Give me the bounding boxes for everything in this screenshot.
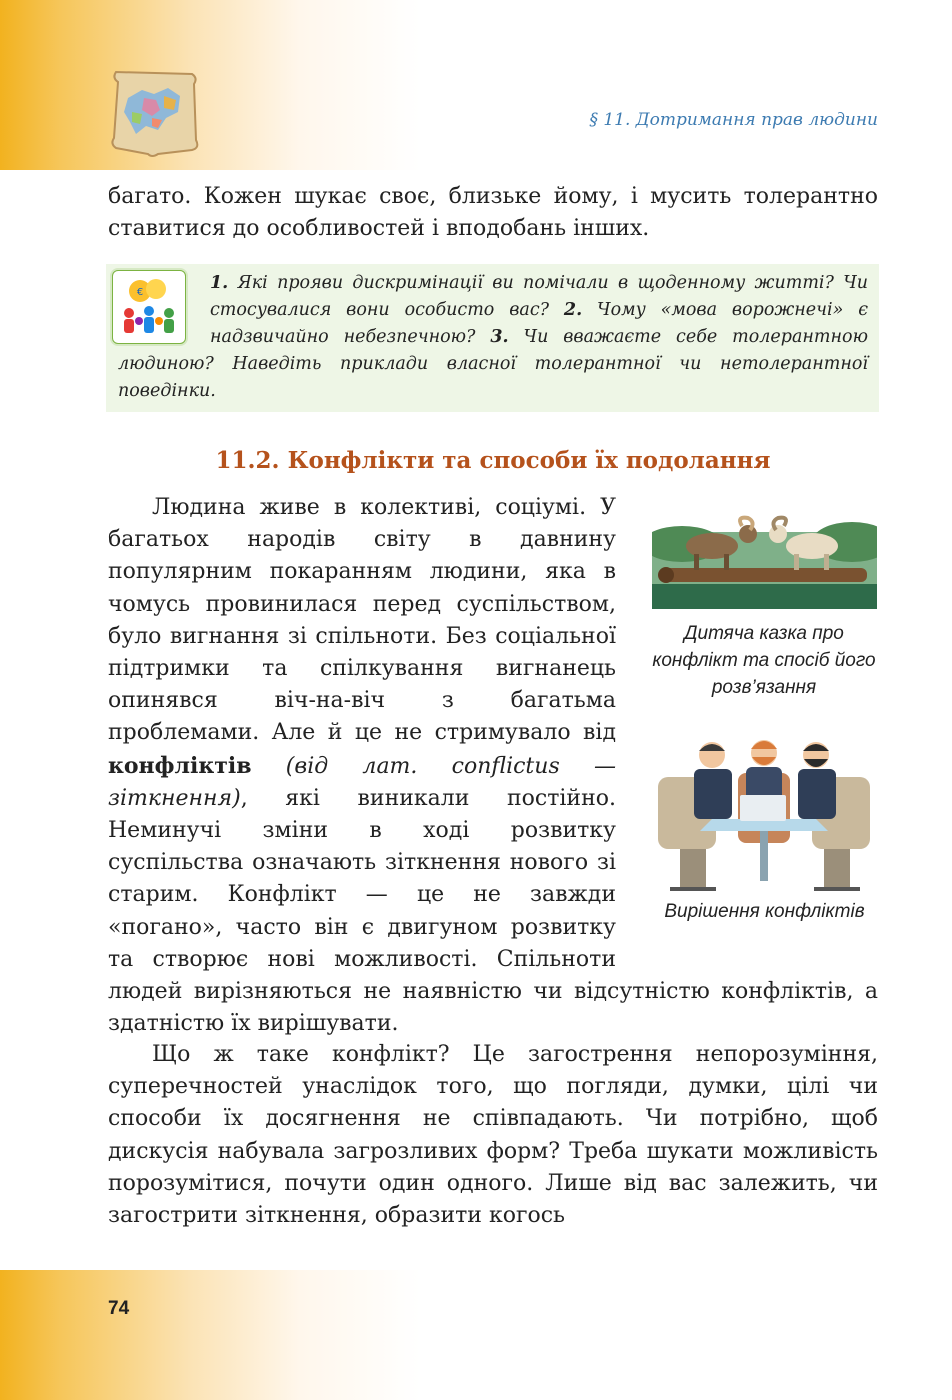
questions-text (118, 270, 868, 405)
goats-on-bridge-image (652, 504, 877, 609)
question-number: 2. (563, 300, 583, 320)
section-header-title: § 11. Дотримання прав людини (589, 110, 878, 130)
question-number: 3. (490, 327, 509, 347)
footer-gradient (0, 1270, 952, 1400)
europe-map-logo (108, 68, 200, 158)
intro-paragraph: багато. Кожен шукає своє, близьке йому, і мусить толерантно ставитися до особливостей і вподобань інших. (108, 184, 878, 242)
figure-1-caption: Дитяча казка про конфлікт та спосіб його розв’язання (652, 623, 876, 698)
p1-text-b: , які виникали постійно. Неминучі зміни в ході розвитку суспільства означають зіткнення нового зі старим. Конфлікт — це не завжди «погано», часто він є двигуном розвитку та створює нові можливості. Спільноти людей вирізняються не наявністю чи відсутністю конфліктів, а здатністю їх вирішувати. (108, 785, 878, 1037)
question-2: Чому «мова ворожнечі» є надзвичайно небезпечною? (210, 300, 868, 347)
conflict-resolution-image (652, 735, 877, 900)
question-number: 1. (210, 273, 229, 293)
body-paragraph-2: Що ж таке конфлікт? Це загострення непорозуміння, суперечностей унаслідок того, що погляди, думки, цілі чи способи їх досягнення не співпадають. Чи потрібно, щоб дискусія набувала загрозливих форм? Треба шукати можливість порозумітися, почути один одного. Лише від вас залежить, чи загострити зіткнення, образити когось (108, 1042, 878, 1229)
page-number: 74 (108, 1298, 130, 1319)
question-1: Які прояви дискримінації ви помічали в щоденному житті? Чи стосувалися вони особисто вас? (210, 273, 868, 320)
p1-text-a: Людина живе в колективі, соціумі. У багатьох народів світу в давнину популярним покаранням людини, яка в чомусь провинилася перед суспільством, було вигнання зі спільноти. Без соціальної підтримки та спілкування вигнанець опинявся віч-на-віч з багатьма проблемами. Але й це не стримувало від (108, 495, 616, 746)
term-conflicts: конфліктів (108, 752, 252, 779)
figure-2-caption: Вирішення конфліктів (664, 901, 865, 922)
question-3: Чи вважаєте себе толерантною людиною? Наведіть приклади власної толерантної чи нетолерантної поведінки. (118, 327, 868, 401)
section-heading: 11.2. Конфлікти та способи їх подолання (215, 447, 771, 474)
svg-text:€: € (136, 287, 144, 298)
term-etymology: (від лат. conflictus — зіткнення) (108, 753, 616, 811)
